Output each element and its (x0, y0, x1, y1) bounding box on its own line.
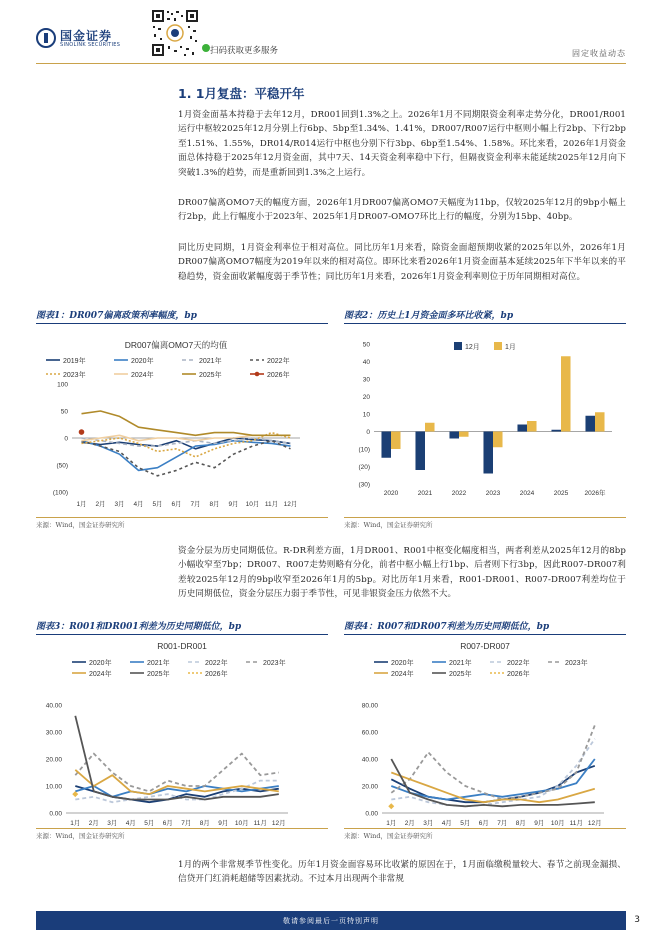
bar (493, 432, 503, 448)
figure-4-source-line (344, 828, 626, 829)
bar (595, 412, 605, 431)
y-tick-label: 10.00 (45, 783, 62, 791)
y-tick-label: 50 (362, 341, 370, 349)
section-title: 1. 1月复盘：平稳开年 (178, 86, 305, 101)
y-tick-label: 20.00 (361, 783, 378, 791)
legend-label: 2024年 (391, 671, 414, 678)
legend-label: 2026年 (205, 671, 228, 678)
legend-label: 2020年 (131, 358, 154, 365)
header-divider (36, 63, 626, 64)
x-tick-label: 2021 (417, 490, 433, 497)
report-section-label: 固定收益动态 (572, 49, 626, 58)
x-tick-label: 4月 (133, 501, 144, 508)
x-tick-label: 1月 (386, 820, 397, 827)
legend-label: 2022年 (205, 660, 228, 667)
bar (585, 416, 595, 432)
legend-label: 2020年 (391, 660, 414, 667)
x-tick-label: 4月 (441, 820, 452, 827)
y-tick-label: 30 (362, 376, 370, 384)
brand-name-cn: 国金证券 (60, 29, 113, 43)
figure-1-caption-line (36, 323, 328, 324)
x-tick-label: 7月 (181, 820, 192, 827)
data-point (388, 803, 394, 809)
chart-title: R007-DR007 (460, 641, 510, 651)
paragraph-4: 资金分层为历史同期低位。R-DR利差方面，1月DR001、R001中枢变化幅度相当，两者利差从2025年12月的8bp小幅收窄至7bp；DR007、R007走势则略有分化，前者中枢小幅上行1bp、后者则下行3bp，因此R007-DR007利差较2025年12月的9bp收窄至2026年1月的5bp。对比历年1月来看，R001-DR001、R007-DR007利差均位于历史同期低位，资金分层压力弱于季节性，可见非银资金压力依然不大。 (178, 546, 626, 600)
bar (459, 432, 469, 437)
x-tick-label: 7月 (190, 501, 201, 508)
brand-name-en: SINOLINK SECURITIES (60, 42, 121, 48)
figure-3-chart (36, 637, 328, 827)
x-tick-label: 3月 (114, 501, 125, 508)
figure-3-caption: 图表3：R001和DR001利差为历史同期低位，bp (36, 622, 242, 632)
figure-2-chart (344, 326, 626, 514)
x-tick-label: 12月 (271, 820, 286, 827)
x-tick-label: 3月 (423, 820, 434, 827)
figure-4-caption-line (344, 634, 626, 635)
figure-1-caption: 图表1：DR007偏离政策利率幅度，bp (36, 311, 197, 321)
bar (561, 356, 571, 431)
y-tick-label: 30.00 (45, 729, 62, 737)
x-tick-label: 8月 (209, 501, 220, 508)
legend-label: 2023年 (263, 660, 286, 667)
y-tick-label: (100) (52, 489, 68, 497)
y-tick-label: 0 (366, 429, 370, 436)
y-tick-label: (50) (56, 462, 68, 470)
y-tick-label: (10) (358, 446, 370, 454)
paragraph-5: 1月的两个非常规季节性变化。历年1月资金面容易环比收紧的原因在于，1月面临缴税量较大、春节之前现金漏损、信贷开门红消耗超储等因素扰动。不过本月出现两个非常规 (178, 860, 626, 885)
paragraph-2: DR007偏离OMO7天的幅度方面，2026年1月DR007偏离OMO7天幅度为11bp，仅较2025年12月的9bp小幅上行2bp，此上行幅度小于2023年、2025年1月DR007-OMO7环比上行的幅度，分别为15bp、40bp。 (178, 198, 626, 223)
x-tick-label: 6月 (478, 820, 489, 827)
figure-3-source: 来源：Wind，国金证券研究所 (36, 832, 125, 840)
x-tick-label: 5月 (152, 501, 163, 508)
x-tick-label: 6月 (162, 820, 173, 827)
figure-3-source-line (36, 828, 328, 829)
y-tick-label: (30) (358, 481, 370, 489)
x-tick-label: 2月 (404, 820, 415, 827)
x-tick-label: 2024 (519, 490, 535, 497)
legend-swatch (494, 342, 502, 350)
bar (415, 432, 425, 471)
legend-label: 2021年 (147, 660, 170, 667)
y-tick-label: 40.00 (361, 756, 378, 764)
series-line (82, 441, 291, 476)
legend-label: 2022年 (507, 660, 530, 667)
y-tick-label: 20.00 (45, 756, 62, 764)
legend-label: 2025年 (199, 372, 222, 379)
figure-4-source: 来源：Wind，国金证券研究所 (344, 832, 433, 840)
footer-disclaimer[interactable]: 敬请参阅最后一页特别声明 (283, 917, 379, 925)
x-tick-label: 11月 (264, 501, 279, 508)
x-tick-label: 2022 (451, 490, 467, 497)
x-tick-label: 9月 (228, 501, 239, 508)
series-line (82, 411, 291, 435)
figure-2-caption: 图表2：历史上1月资金面多环比收紧，bp (344, 311, 514, 321)
paragraph-3: 同比历史同期，1月资金利率位于相对高位。同比历年1月来看，除资金面超预期收紧的2025年以外，2026年1月DR007偏离OMO7幅度为2019年以来的相对高位。即环比来看2026年1月资金面基本延续2025年下半年以来的平稳趋势，资金面收紧幅度弱于季节性；同比历年1月来看，2026年1月资金利率则位于历年同期相对高位。 (178, 243, 626, 282)
x-tick-label: 8月 (199, 820, 210, 827)
legend-label: 2020年 (89, 660, 112, 667)
legend-label: 2026年 (267, 372, 290, 379)
y-tick-label: 0 (64, 435, 68, 443)
figure-1-source: 来源：Wind，国金证券研究所 (36, 521, 125, 529)
figure-2-source-line (344, 517, 626, 518)
legend-label: 2025年 (449, 671, 472, 678)
data-point (72, 791, 78, 797)
y-tick-label: (20) (358, 464, 370, 471)
legend-label: 2019年 (63, 358, 86, 365)
figure-1-source-line (36, 517, 328, 518)
bar (449, 432, 459, 439)
legend-label: 2022年 (267, 358, 290, 365)
x-tick-label: 1月 (70, 820, 81, 827)
x-tick-label: 2026年 (584, 490, 606, 497)
y-tick-label: 0.00 (365, 810, 378, 818)
bar (527, 421, 537, 432)
y-tick-label: 60.00 (361, 729, 378, 737)
x-tick-label: 4月 (125, 820, 136, 827)
figure-4-caption: 图表4：R007和DR007利差为历史同期低位，bp (344, 622, 550, 632)
legend-swatch (454, 342, 462, 350)
x-tick-label: 11月 (569, 820, 583, 827)
bar (551, 430, 561, 432)
y-tick-label: 0.00 (49, 810, 62, 818)
scan-prompt: 扫码获取更多服务 (210, 46, 279, 56)
y-tick-label: 40 (362, 359, 370, 366)
x-tick-label: 12月 (587, 820, 602, 827)
y-tick-label: 50 (60, 408, 68, 416)
legend-label: 2023年 (63, 372, 86, 379)
x-tick-label: 6月 (171, 501, 182, 508)
paragraph-1: 1月资金面基本持稳于去年12月，DR001回到1.3%之上。2026年1月不同期限资金利率走势分化，DR001/R001运行中枢较2025年12月分别上行6bp、5bp至1.34%、1.41%，DR007/R007运行中枢则小幅上行2bp、下行2bp至1.51%、1.55%，DR014/R014运行中枢也分别下行3bp、6bp至1.54%、1.58%。环比来看，2026年1月资金面总体持稳于2025年12月资金面，其中7天、14天资金利率稳中下行，但隔夜资金利率未能延续2025年12月向下突破1.3%的趋势，而是重新回到1.3%之上运行。 (178, 110, 626, 178)
chart-title: DR007偏离OMO7天的均值 (124, 340, 228, 350)
x-tick-label: 7月 (497, 820, 508, 827)
bar (483, 432, 493, 474)
y-tick-label: 40.00 (45, 702, 62, 710)
figure-2-caption-line (344, 323, 626, 324)
bar (381, 432, 391, 458)
data-point (79, 429, 85, 435)
x-tick-label: 10月 (245, 501, 260, 508)
x-tick-label: 2023 (485, 490, 501, 497)
y-tick-label: 100 (57, 381, 68, 389)
x-tick-label: 8月 (515, 820, 526, 827)
legend-label: 2024年 (89, 671, 112, 678)
x-tick-label: 10月 (234, 820, 249, 827)
x-tick-label: 10月 (550, 820, 565, 827)
qr-code-icon[interactable] (150, 8, 200, 58)
bar (425, 423, 435, 432)
sinolink-logo-icon (36, 28, 56, 48)
figure-2-source: 来源：Wind，国金证券研究所 (344, 521, 433, 529)
x-tick-label: 2月 (95, 501, 106, 508)
figure-4-chart (344, 637, 626, 827)
x-tick-label: 5月 (460, 820, 471, 827)
legend-label: 2021年 (199, 358, 222, 365)
x-tick-label: 2025 (553, 490, 569, 497)
legend-label: 2021年 (449, 660, 472, 667)
figure-3-caption-line (36, 634, 328, 635)
legend-label: 2024年 (131, 372, 154, 379)
legend-label: 12月 (465, 344, 480, 351)
bar (517, 425, 527, 432)
x-tick-label: 2020 (383, 490, 399, 497)
figure-1-chart (36, 326, 328, 514)
legend-label: 2025年 (147, 671, 170, 678)
page-number: 3 (634, 915, 640, 925)
legend-label: 1月 (505, 344, 516, 351)
bar (391, 432, 401, 450)
x-tick-label: 2月 (88, 820, 99, 827)
series-line (391, 725, 595, 799)
x-tick-label: 12月 (283, 501, 298, 508)
x-tick-label: 1月 (76, 501, 87, 508)
y-tick-label: 20 (362, 394, 370, 401)
legend-label: 2026年 (507, 671, 530, 678)
x-tick-label: 11月 (253, 820, 267, 827)
x-tick-label: 5月 (144, 820, 155, 827)
x-tick-label: 9月 (218, 820, 229, 827)
legend-label: 2023年 (565, 660, 588, 667)
chart-title: R001-DR001 (157, 641, 207, 651)
y-tick-label: 10 (362, 411, 370, 419)
x-tick-label: 9月 (534, 820, 545, 827)
legend-marker (255, 372, 260, 377)
x-tick-label: 3月 (107, 820, 118, 827)
y-tick-label: 80.00 (361, 702, 378, 710)
wechat-icon (202, 44, 210, 52)
